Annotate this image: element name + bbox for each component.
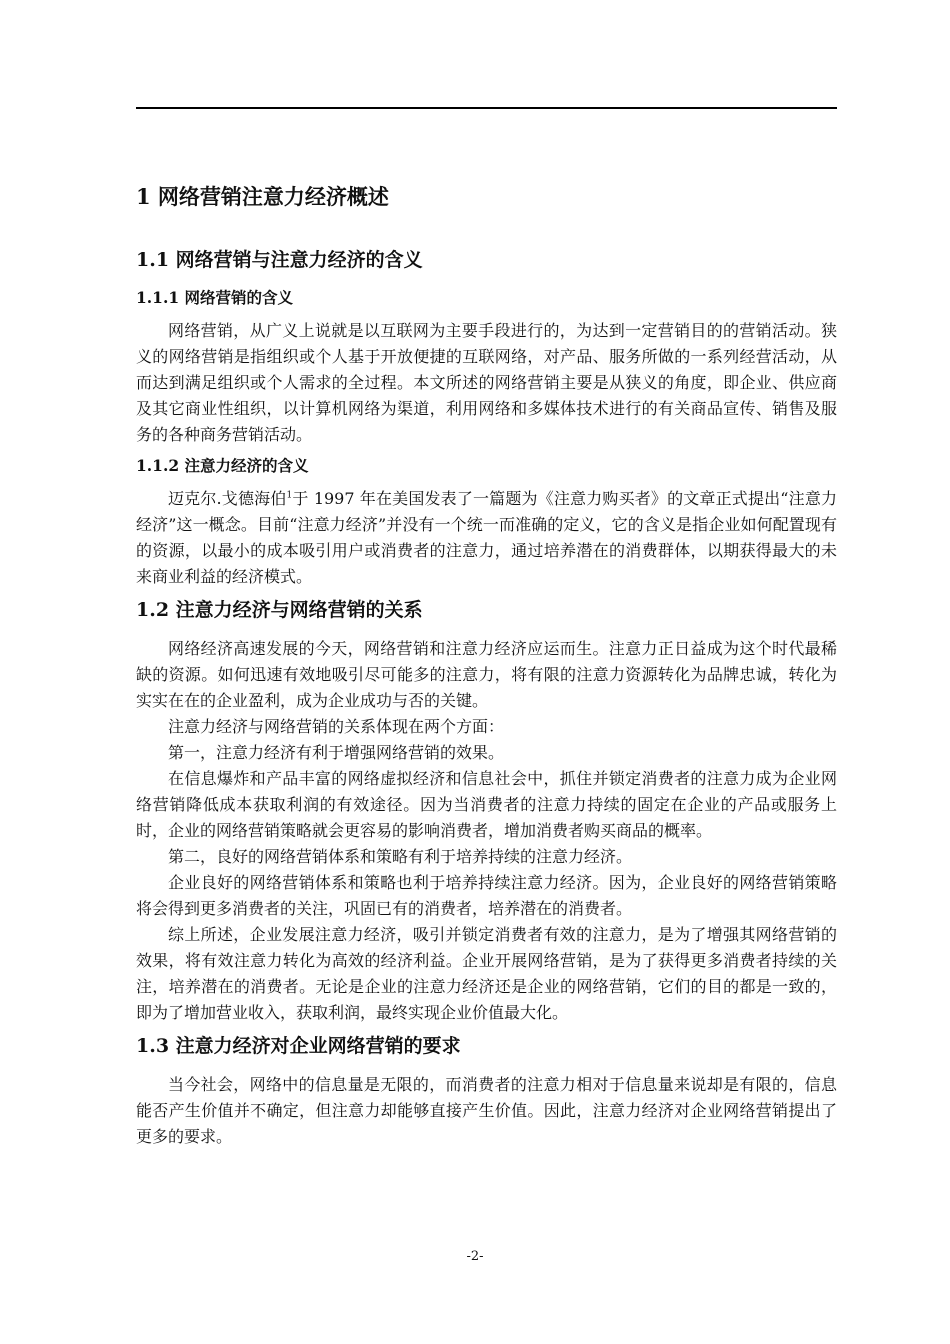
chapter-title: 1 网络营销注意力经济概述 bbox=[136, 184, 389, 209]
paragraph: 企业良好的网络营销体系和策略也利于培养持续注意力经济。因为，企业良好的网络营销策略将会得到更多消费者的关注，巩固已有的消费者，培养潜在的消费者。 bbox=[136, 873, 837, 918]
paragraph bbox=[136, 486, 837, 590]
footnote-ref[interactable]: 1 bbox=[286, 490, 293, 501]
header-rule bbox=[136, 107, 837, 109]
page-number: -2- bbox=[466, 1249, 484, 1264]
paragraph: 在信息爆炸和产品丰富的网络虚拟经济和信息社会中，抓住并锁定消费者的注意力成为企业网络营销降低成本获取利润的有效途径。因为当消费者的注意力持续的固定在企业的产品或服务上时，企业的网络营销策略就会更容易的影响消费者，增加消费者购买商品的概率。 bbox=[136, 769, 837, 840]
section-1-1-1-title: 1.1.1 网络营销的含义 bbox=[136, 288, 294, 307]
paragraph: 网络经济高速发展的今天，网络营销和注意力经济应运而生。注意力正日益成为这个时代最稀缺的资源。如何迅速有效地吸引尽可能多的注意力，将有限的注意力资源转化为品牌忠诚，转化为实实在在的企业盈利，成为企业成功与否的关键。 bbox=[136, 639, 837, 710]
page-content bbox=[136, 182, 837, 1150]
paragraph: 综上所述，企业发展注意力经济，吸引并锁定消费者有效的注意力，是为了增强其网络营销的效果，将有效注意力转化为高效的经济利益。企业开展网络营销，是为了获得更多消费者持续的关注，培养潜在的消费者。无论是企业的注意力经济还是企业的网络营销，它们的目的都是一致的，即为了增加营业收入，获取利润，最终实现企业价值最大化。 bbox=[136, 925, 837, 1022]
section-1-1-title: 1.1 网络营销与注意力经济的含义 bbox=[136, 249, 423, 271]
paragraph-text: 于 1997 年在美国发表了一篇题为《注意力购买者》的文章正式提出“注意力经济”这一概念。目前“注意力经济”并没有一个统一而准确的定义，它的含义是指企业如何配置现有的资源，以最小的成本吸引用户或消费者的注意力，通过培养潜在的消费群体，以期获得最大的未来商业利益的经济模式。 bbox=[136, 489, 837, 586]
paragraph: 网络营销，从广义上说就是以互联网为主要手段进行的，为达到一定营销目的的营销活动。狭义的网络营销是指组织或个人基于开放便捷的互联网络，对产品、服务所做的一系列经营活动，从而达到满足组织或个人需求的全过程。本文所述的网络营销主要是从狭义的角度，即企业、供应商及其它商业性组织，以计算机网络为渠道，利用网络和多媒体技术进行的有关商品宣传、销售及服务的各种商务营销活动。 bbox=[136, 321, 837, 444]
author-name: 迈克尔.戈德海伯 bbox=[168, 489, 287, 508]
section-1-3-title: 1.3 注意力经济对企业网络营销的要求 bbox=[136, 1035, 461, 1057]
paragraph: 第二，良好的网络营销体系和策略有利于培养持续的注意力经济。 bbox=[168, 847, 633, 866]
paragraph: 当今社会，网络中的信息量是无限的，而消费者的注意力相对于信息量来说却是有限的，信息能否产生价值并不确定，但注意力却能够直接产生价值。因此，注意力经济对企业网络营销提出了更多的要求。 bbox=[136, 1075, 837, 1146]
paragraph: 注意力经济与网络营销的关系体现在两个方面： bbox=[168, 717, 505, 736]
paragraph: 第一，注意力经济有利于增强网络营销的效果。 bbox=[168, 743, 505, 762]
section-1-2-title: 1.2 注意力经济与网络营销的关系 bbox=[136, 599, 423, 621]
section-1-1-2-title: 1.1.2 注意力经济的含义 bbox=[136, 456, 309, 475]
